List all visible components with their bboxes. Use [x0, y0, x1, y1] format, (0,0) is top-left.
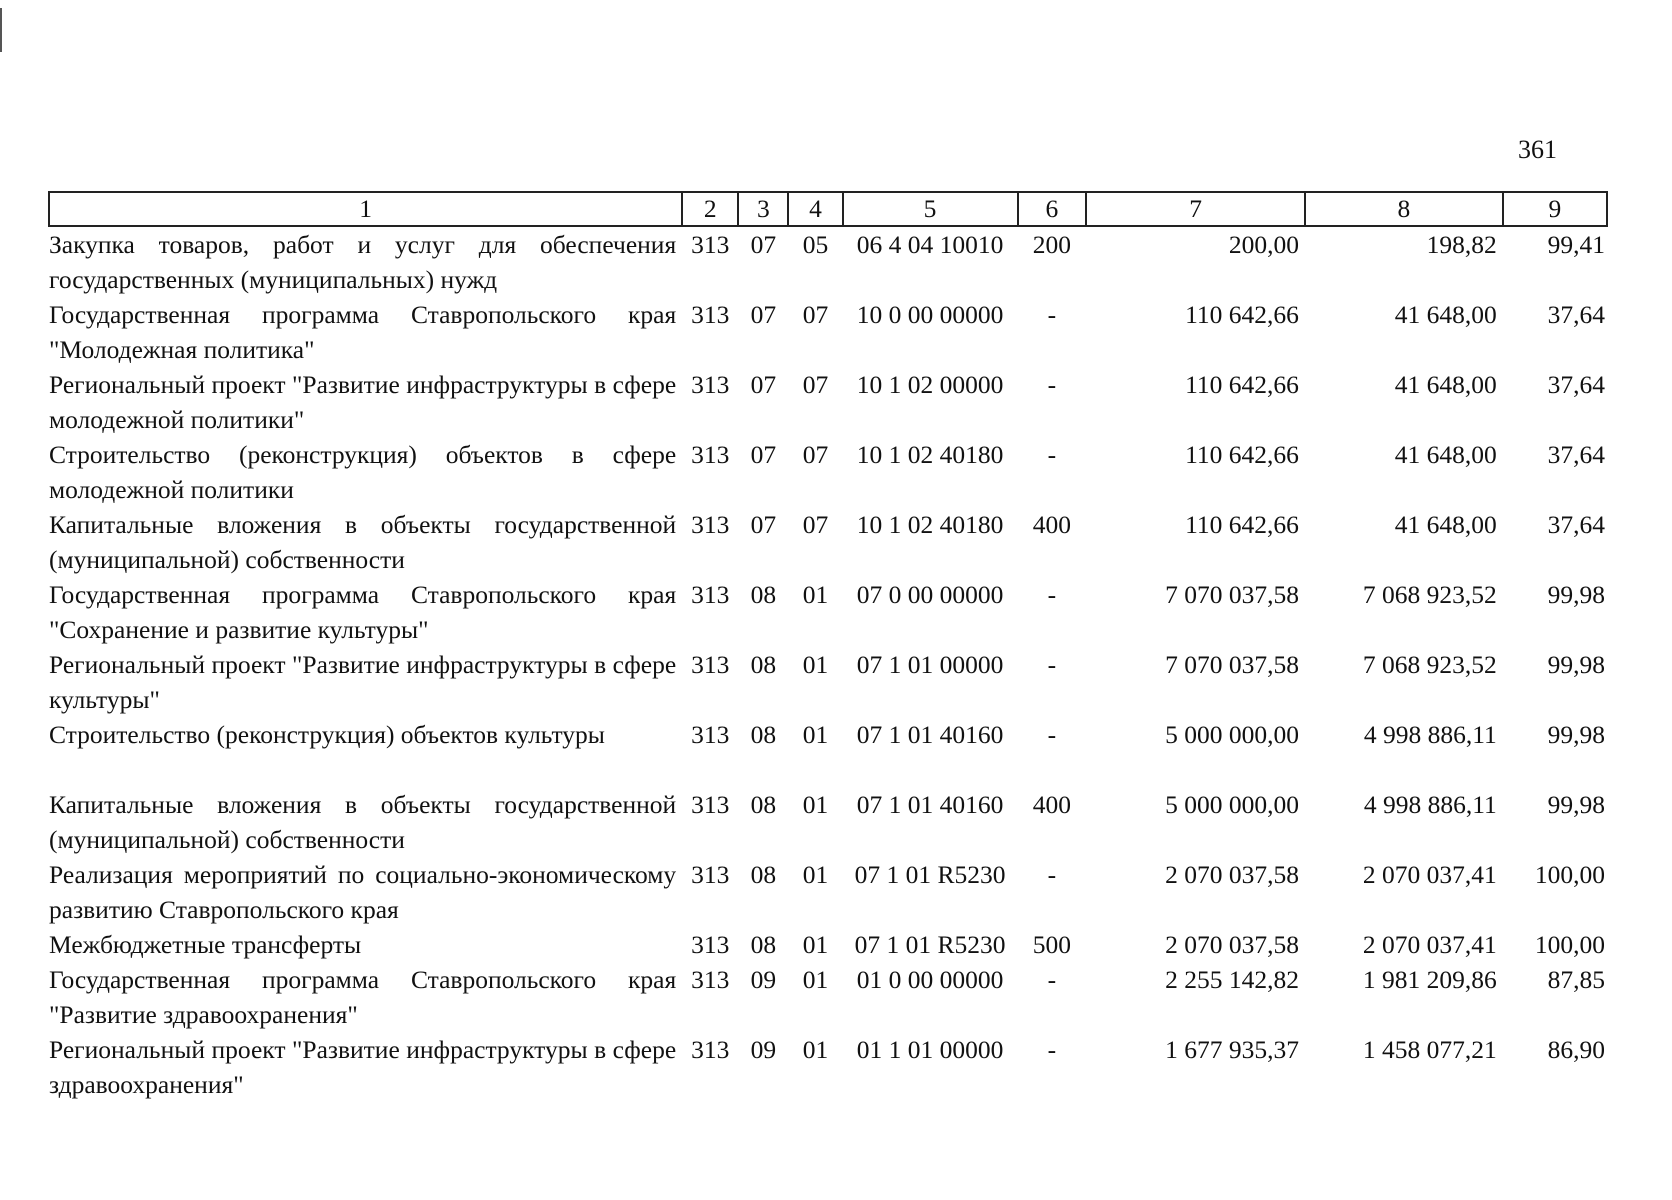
row-actual-amount: 41 648,00 [1394, 370, 1497, 399]
row-actual-amount: 2 070 037,41 [1362, 860, 1497, 889]
row-planned-amount: 200,00 [1228, 230, 1299, 259]
row-ministry-code: 313 [691, 650, 730, 679]
table-row [49, 927, 1607, 962]
row-percent: 99,98 [1547, 580, 1605, 609]
row-section-code: 08 [750, 650, 777, 679]
row-name: Реализация мероприятий по социально-экономическому развитию Ставропольского края [49, 860, 677, 924]
row-section-code: 09 [750, 1035, 777, 1064]
row-ministry-code: 313 [691, 370, 730, 399]
row-percent: 37,64 [1547, 300, 1605, 329]
header-col-2: 2 [682, 192, 738, 226]
row-subsection-code: 01 [802, 860, 829, 889]
table-row [49, 1032, 1607, 1102]
row-section-code: 07 [750, 230, 777, 259]
row-section-code: 07 [750, 370, 777, 399]
table-row [49, 857, 1607, 927]
row-name: Строительство (реконструкция) объектов в сфере молодежной политики [49, 440, 677, 504]
row-name: Межбюджетные трансферты [49, 930, 362, 959]
row-actual-amount: 1 981 209,86 [1362, 965, 1497, 994]
row-subsection-code: 07 [802, 440, 829, 469]
header-col-7: 7 [1086, 192, 1305, 226]
row-name: Капитальные вложения в объекты государственной (муниципальной) собственности [49, 790, 677, 854]
row-percent: 37,64 [1547, 370, 1605, 399]
row-section-code: 07 [750, 510, 777, 539]
row-actual-amount: 2 070 037,41 [1362, 930, 1497, 959]
row-expense-type: 200 [1032, 230, 1071, 259]
row-section-code: 09 [750, 965, 777, 994]
page-number: 361 [1518, 135, 1557, 164]
row-name: Государственная программа Ставропольского края "Сохранение и развитие культуры" [49, 580, 677, 644]
row-subsection-code: 07 [802, 510, 829, 539]
row-expense-type: - [1047, 1035, 1057, 1064]
row-subsection-code: 01 [802, 790, 829, 819]
row-name: Капитальные вложения в объекты государственной (муниципальной) собственности [49, 510, 677, 574]
row-target-article: 10 0 00 00000 [856, 300, 1004, 329]
table-row [49, 717, 1607, 787]
row-planned-amount: 5 000 000,00 [1165, 720, 1299, 749]
row-planned-amount: 5 000 000,00 [1165, 790, 1299, 819]
row-target-article: 01 0 00 00000 [856, 965, 1004, 994]
row-actual-amount: 7 068 923,52 [1362, 650, 1497, 679]
row-name: Региональный проект "Развитие инфраструктуры в сфере культуры" [49, 650, 677, 714]
row-planned-amount: 7 070 037,58 [1165, 650, 1299, 679]
row-ministry-code: 313 [691, 965, 730, 994]
row-target-article: 07 1 01 40160 [856, 720, 1004, 749]
scan-edge-mark [0, 8, 2, 52]
header-col-4: 4 [788, 192, 842, 226]
row-target-article: 10 1 02 00000 [856, 370, 1004, 399]
row-percent: 37,64 [1547, 440, 1605, 469]
row-planned-amount: 2 070 037,58 [1165, 860, 1299, 889]
row-name: Закупка товаров, работ и услуг для обеспечения государственных (муниципальных) нужд [49, 230, 677, 294]
row-expense-type: 400 [1032, 790, 1071, 819]
row-subsection-code: 01 [802, 930, 829, 959]
header-col-1: 1 [49, 192, 682, 226]
row-target-article: 10 1 02 40180 [856, 510, 1004, 539]
row-subsection-code: 07 [802, 300, 829, 329]
row-expense-type: - [1047, 720, 1057, 749]
row-expense-type: - [1047, 860, 1057, 889]
row-expense-type: - [1047, 650, 1057, 679]
row-name: Государственная программа Ставропольского края "Молодежная политика" [49, 300, 677, 364]
row-percent: 100,00 [1534, 860, 1605, 889]
row-actual-amount: 41 648,00 [1394, 300, 1497, 329]
header-row [49, 192, 1607, 226]
row-ministry-code: 313 [691, 930, 730, 959]
row-subsection-code: 05 [802, 230, 829, 259]
header-col-6: 6 [1018, 192, 1087, 226]
row-expense-type: - [1047, 440, 1057, 469]
table-row [49, 226, 1607, 297]
header-col-5: 5 [843, 192, 1018, 226]
row-actual-amount: 1 458 077,21 [1362, 1035, 1497, 1064]
row-section-code: 08 [750, 930, 777, 959]
row-target-article: 01 1 01 00000 [856, 1035, 1004, 1064]
row-expense-type: - [1047, 580, 1057, 609]
header-col-3: 3 [738, 192, 788, 226]
row-expense-type: 500 [1032, 930, 1071, 959]
row-target-article: 07 1 01 R5230 [854, 860, 1006, 889]
row-actual-amount: 41 648,00 [1394, 440, 1497, 469]
row-section-code: 08 [750, 720, 777, 749]
row-target-article: 06 4 04 10010 [856, 230, 1004, 259]
row-percent: 86,90 [1547, 1035, 1605, 1064]
row-target-article: 07 0 00 00000 [856, 580, 1004, 609]
row-planned-amount: 110 642,66 [1185, 510, 1299, 539]
header-col-9: 9 [1503, 192, 1607, 226]
table-row [49, 577, 1607, 647]
row-planned-amount: 110 642,66 [1185, 300, 1299, 329]
row-ministry-code: 313 [691, 860, 730, 889]
row-ministry-code: 313 [691, 510, 730, 539]
row-actual-amount: 4 998 886,11 [1363, 720, 1497, 749]
row-ministry-code: 313 [691, 790, 730, 819]
row-planned-amount: 7 070 037,58 [1165, 580, 1299, 609]
row-planned-amount: 110 642,66 [1185, 370, 1299, 399]
row-section-code: 08 [750, 790, 777, 819]
row-actual-amount: 198,82 [1426, 230, 1497, 259]
row-percent: 37,64 [1547, 510, 1605, 539]
row-planned-amount: 110 642,66 [1185, 440, 1299, 469]
row-section-code: 07 [750, 440, 777, 469]
row-subsection-code: 01 [802, 965, 829, 994]
row-percent: 99,98 [1547, 790, 1605, 819]
row-percent: 87,85 [1547, 965, 1605, 994]
row-subsection-code: 01 [802, 650, 829, 679]
table-row [49, 962, 1607, 1032]
table-row [49, 437, 1607, 507]
budget-table [48, 191, 1608, 1102]
row-planned-amount: 2 070 037,58 [1165, 930, 1299, 959]
row-section-code: 07 [750, 300, 777, 329]
row-percent: 99,41 [1547, 230, 1605, 259]
row-subsection-code: 01 [802, 1035, 829, 1064]
row-expense-type: - [1047, 300, 1057, 329]
row-ministry-code: 313 [691, 1035, 730, 1064]
row-actual-amount: 41 648,00 [1394, 510, 1497, 539]
row-ministry-code: 313 [691, 720, 730, 749]
row-planned-amount: 1 677 935,37 [1165, 1035, 1299, 1064]
row-actual-amount: 7 068 923,52 [1362, 580, 1497, 609]
table-row [49, 787, 1607, 857]
row-section-code: 08 [750, 860, 777, 889]
row-ministry-code: 313 [691, 580, 730, 609]
row-expense-type: - [1047, 370, 1057, 399]
row-name: Региональный проект "Развитие инфраструктуры в сфере здравоохранения" [49, 1035, 677, 1099]
row-name: Региональный проект "Развитие инфраструктуры в сфере молодежной политики" [49, 370, 677, 434]
row-target-article: 10 1 02 40180 [856, 440, 1004, 469]
row-target-article: 07 1 01 00000 [856, 650, 1004, 679]
row-expense-type: 400 [1032, 510, 1071, 539]
row-name: Строительство (реконструкция) объектов культуры [49, 720, 605, 749]
table-row [49, 647, 1607, 717]
header-col-8: 8 [1305, 192, 1503, 226]
row-name: Государственная программа Ставропольского края "Развитие здравоохранения" [49, 965, 677, 1029]
row-ministry-code: 313 [691, 440, 730, 469]
row-ministry-code: 313 [691, 300, 730, 329]
table-row [49, 367, 1607, 437]
row-percent: 99,98 [1547, 650, 1605, 679]
row-percent: 99,98 [1547, 720, 1605, 749]
row-target-article: 07 1 01 40160 [856, 790, 1004, 819]
row-subsection-code: 07 [802, 370, 829, 399]
row-actual-amount: 4 998 886,11 [1363, 790, 1497, 819]
row-ministry-code: 313 [691, 230, 730, 259]
row-expense-type: - [1047, 965, 1057, 994]
row-percent: 100,00 [1534, 930, 1605, 959]
row-planned-amount: 2 255 142,82 [1165, 965, 1299, 994]
row-subsection-code: 01 [802, 720, 829, 749]
row-section-code: 08 [750, 580, 777, 609]
table-row [49, 507, 1607, 577]
table-row [49, 297, 1607, 367]
row-target-article: 07 1 01 R5230 [854, 930, 1006, 959]
row-subsection-code: 01 [802, 580, 829, 609]
